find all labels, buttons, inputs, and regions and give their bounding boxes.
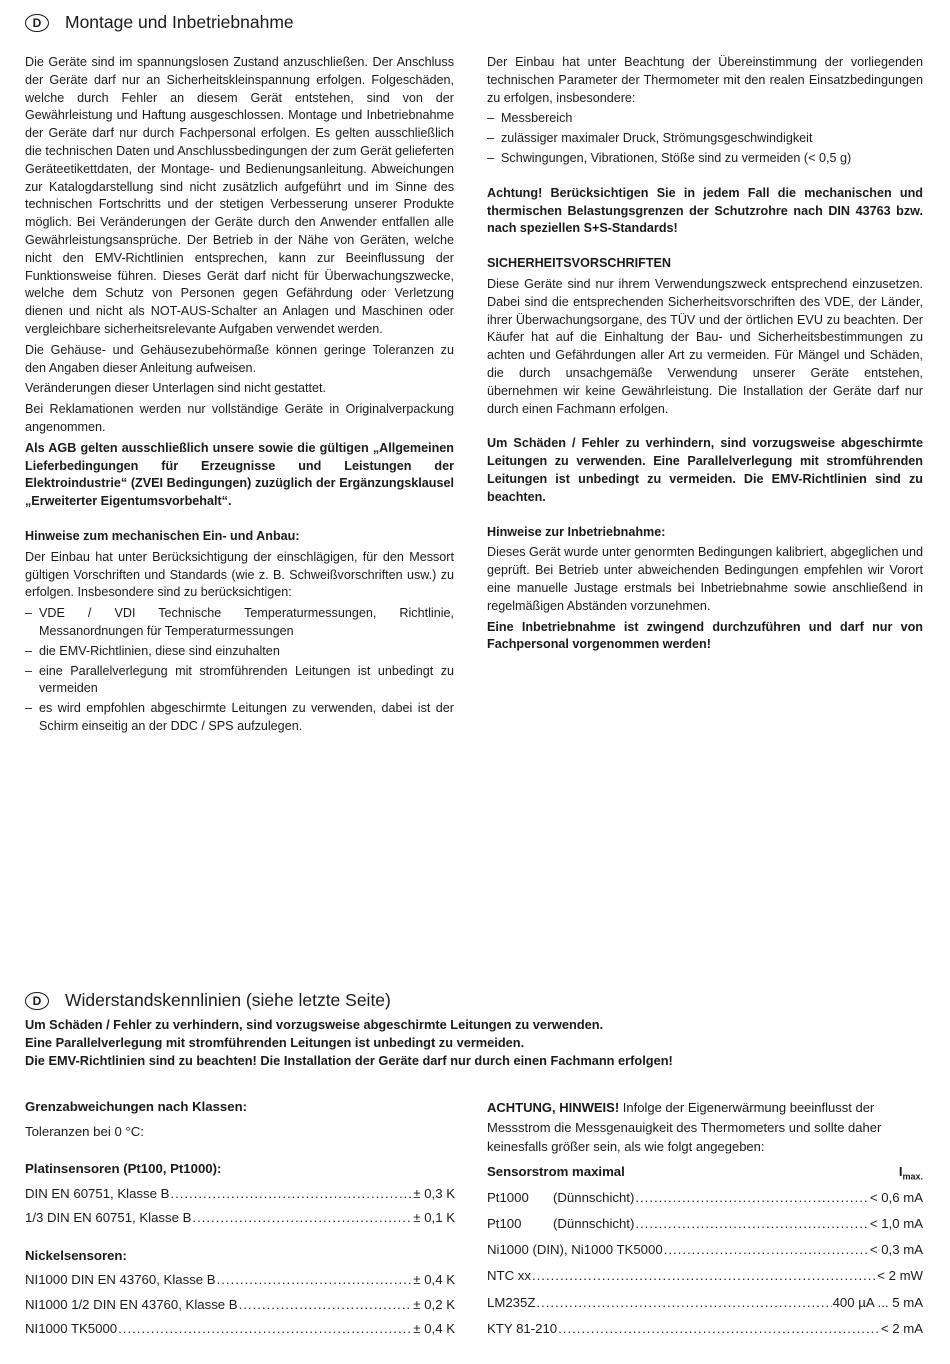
row-value: ± 0,2 K [413, 1297, 455, 1312]
table-row [25, 1186, 455, 1201]
heading-commissioning: Hinweise zur Inbetriebnahme: [487, 524, 666, 539]
table-heading: Sensorstrom maximal [487, 1164, 625, 1179]
sensor-name: Pt1000 [487, 1190, 529, 1205]
row-value: ± 0,1 K [413, 1210, 455, 1225]
sensor-name: KTY 81-210 [487, 1321, 558, 1336]
attention-text: Infolge der Eigenerwärmung beeinflusst der Messstrom die Messgenauigkeit des Thermometers und sollte daher keinesfalls größer sein, als wie folgt angegeben: [487, 1100, 882, 1154]
attention-label: ACHTUNG, HINWEIS! [487, 1100, 620, 1115]
row-value: < 0,6 mA [869, 1190, 923, 1205]
nickel-heading: Nickelsensoren: [25, 1248, 127, 1263]
row-value: 400 µA ... 5 mA [832, 1295, 923, 1310]
table-row [487, 1321, 923, 1336]
paragraph: Der Einbau hat unter Berücksichtigung der einschlägigen, für den Messort gültigen Vorschriften und Standards (wie z. B. Schweißvorschriften usw.) zu erfolgen. Insbesondere sind zu berücksichtigen: [25, 549, 454, 600]
table-row [487, 1216, 923, 1231]
intro-warning [25, 1016, 925, 1070]
row-value: < 1,0 mA [869, 1216, 923, 1231]
row-label: NI1000 TK5000 [25, 1321, 118, 1336]
list-item: – eine Parallelverlegung mit stromführenden Leitungen ist unbedingt zu vermeiden [25, 663, 454, 699]
table-row [25, 1297, 455, 1312]
paragraph: Der Einbau hat unter Beachtung der Übereinstimmung der vorliegenden technischen Parameter der Thermometer mit den realen Einsatzbedingungen zu erfolgen, insbesondere: [487, 55, 923, 105]
section-title: Montage und Inbetriebnahme [65, 12, 294, 32]
row-value: < 0,3 mA [869, 1242, 923, 1257]
agb-paragraph: Als AGB gelten ausschließlich unsere sowie die gültigen „Allgemeinen Lieferbedingungen für Erzeugnisse und Leistungen der Elektroindustrie“ (ZVEI Bedingungen) zuzüglich der Ergänzungsklausel „Erweiterter Eigentumsvorbehalt“. [25, 440, 454, 509]
platinum-heading: Platinsensoren (Pt100, Pt1000): [25, 1161, 222, 1176]
intro-line: Um Schäden / Fehler zu verhindern, sind vorzugsweise abgeschirmte Leitungen zu verwenden. [25, 1017, 604, 1032]
section-title: Widerstandskennlinien (siehe letzte Seite) [65, 990, 391, 1010]
paragraph: Bei Reklamationen werden nur vollständige Geräte in Originalverpackung angenommen. [25, 402, 454, 434]
list-item: – zulässiger maximaler Druck, Strömungsgeschwindigkeit [487, 130, 923, 148]
intro-line: Eine Parallelverlegung mit stromführenden Leitungen ist unbedingt zu vermeiden. [25, 1035, 525, 1050]
paragraph: Die Gehäuse- und Gehäusezubehörmaße können geringe Toleranzen zu den Angaben dieser Anleitung aufweisen. [25, 342, 454, 375]
sensor-name: Ni1000 (DIN), Ni1000 TK5000 [487, 1242, 663, 1257]
requirement-list [25, 605, 454, 736]
language-badge: D [25, 14, 49, 32]
table-row [25, 1321, 455, 1336]
row-value: < 2 mA [880, 1321, 923, 1336]
list-item: – Schwingungen, Vibrationen, Stöße sind zu vermeiden (< 0,5 g) [487, 150, 923, 168]
table-row [487, 1268, 923, 1283]
row-label: 1/3 DIN EN 60751, Klasse B [25, 1210, 192, 1225]
sensor-detail: (Dünnschicht) [553, 1216, 635, 1231]
parameter-list [487, 110, 923, 167]
sensor-name: NTC xx [487, 1268, 531, 1283]
paragraph: Veränderungen dieser Unterlagen sind nicht gestattet. [25, 381, 327, 396]
row-value: ± 0,4 K [413, 1272, 455, 1287]
paragraph: Dieses Gerät wurde unter genormten Bedingungen kalibriert, abgeglichen und geprüft. Bei Betrieb unter abweichenden Bedingungen empfehlen wir Vorort eine manuelle Justage erstmals bei Inbetriebnahme sowie anschließend in regelmäßigen Abständen vorzunehmen. [487, 545, 923, 613]
language-badge: D [25, 992, 49, 1010]
section-header-kennlinien [25, 990, 391, 1011]
heading-safety: SICHERHEITSVORSCHRIFTEN [487, 256, 672, 271]
paragraph: Diese Geräte sind nur ihrem Verwendungszweck entsprechend einzusetzen. Dabei sind die entsprechenden Sicherheitsvorschriften des VDE, der Länder, ihrer Überwachungsorgane, des TÜV und der örtlichen EVU zu beachten. Der Käufer hat auf die Einhaltung der Bau- und Sicherheitsbestimmungen zu achten und Gefährdungen aller Art zu vermeiden. Für Mängel und Schäden, die durch unsachgemäße Verwendung unserer Geräte entstehen, übernehmen wir keine Gewährleistung. Die Installation der Geräte darf nur durch einen Fachmann erfolgen. [487, 276, 923, 416]
tolerance-heading: Grenzabweichungen nach Klassen: [25, 1099, 248, 1114]
sensor-detail: (Dünnschicht) [553, 1190, 635, 1205]
table-row [487, 1190, 923, 1205]
heading-mechanical: Hinweise zum mechanischen Ein- und Anbau: [25, 528, 300, 543]
intro-line: Die EMV-Richtlinien sind zu beachten! Die Installation der Geräte darf nur durch einen Fachmann erfolgen! [25, 1053, 673, 1068]
left-column-montage [25, 54, 454, 739]
row-value: < 2 mW [877, 1268, 923, 1283]
row-label: NI1000 DIN EN 43760, Klasse B [25, 1272, 216, 1287]
list-item: – die EMV-Richtlinien, diese sind einzuhalten [25, 643, 454, 661]
list-item: – es wird empfohlen abgeschirmte Leitungen zu verwenden, dabei ist der Schirm einseitig an der DDC / SPS aufzulegen. [25, 700, 454, 736]
warning-paragraph: Achtung! Berücksichtigen Sie in jedem Fall die mechanischen und thermischen Belastungsgrenzen der Schutzrohre nach DIN 43763 bzw. nach speziellen S+S-Standards! [487, 185, 923, 236]
commissioning-note: Eine Inbetriebnahme ist zwingend durchzuführen und darf nur von Fachpersonal vorgenommen werden! [487, 619, 923, 652]
table-row [25, 1272, 455, 1287]
row-value: ± 0,3 K [413, 1186, 455, 1201]
attention-note [487, 1098, 923, 1157]
sensor-name: Pt100 [487, 1216, 522, 1231]
sensor-name: LM235Z [487, 1295, 536, 1310]
table-row [25, 1210, 455, 1225]
shielding-paragraph: Um Schäden / Fehler zu verhindern, sind vorzugsweise abgeschirmte Leitungen zu verwenden. Eine Parallelverlegung mit stromführenden Leitungen ist unbedingt zu vermeiden. Die EMV-Richtlinien sind zu beachten. [487, 436, 923, 504]
section-header-montage [25, 12, 294, 33]
list-item: – VDE / VDI Technische Temperaturmessungen, Richtlinie, Messanordnungen für Temperaturmessungen [25, 605, 454, 641]
list-item: – Messbereich [487, 110, 923, 128]
imax-label: $I_{max.}$ [898, 1164, 923, 1182]
row-label: DIN EN 60751, Klasse B [25, 1186, 170, 1201]
right-column-montage [487, 54, 923, 657]
paragraph: Die Geräte sind im spannungslosen Zustand anzuschließen. Der Anschluss der Geräte darf nur an Sicherheitskleinspannung erfolgen. Folgeschäden, welche durch Fehler an diesem Gerät entstehen, sind von der Gewährleistung und Haftung ausgeschlossen. Montage und Inbetriebnahme der Geräte darf nur durch Fachpersonal erfolgen. Es gelten ausschließlich die technischen Daten und Anschlussbedingungen der zum Gerät gelieferten Geräteetikettdaten, der Montage- und Bedienungsanleitung. Abweichungen zur Katalogdarstellung sind nicht zusätzlich aufgeführt und im Sinne des technischen Fortschritts und der stetigen Verbesserung unserer Produkte möglich. Bei Veränderungen der Geräte durch den Anwender entfallen alle Gewährleistungsansprüche. Der Betrieb in der Nähe von Geräten, welche nicht den EMV-Richtlinien entsprechen, kann zur Beeinflussung der Funktionsweise führen. Dieses Gerät darf nicht für Überwachungszwecke, welche dem Schutz von Personen gegen Gefährdung oder Verletzung dienen und nicht als NOT-AUS-Schalter an Anlagen und Maschinen oder vergleichbare sicherheitsrelevante Aufgaben verwendet werden. [25, 55, 454, 336]
table-row [487, 1295, 923, 1310]
table-row [487, 1242, 923, 1257]
row-value: ± 0,4 K [413, 1321, 455, 1336]
tolerance-sub: Toleranzen bei 0 °C: [25, 1124, 144, 1139]
row-label: NI1000 1/2 DIN EN 43760, Klasse B [25, 1297, 238, 1312]
